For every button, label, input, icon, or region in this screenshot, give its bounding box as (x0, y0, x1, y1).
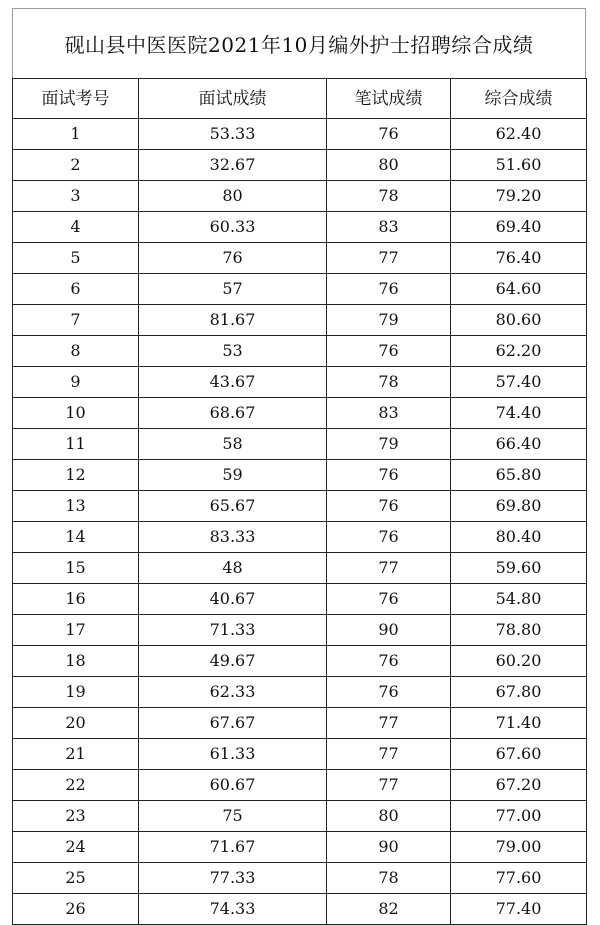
cell-interview-score: 60.33 (139, 212, 327, 243)
cell-interview-score: 75 (139, 801, 327, 832)
cell-total-score: 76.40 (451, 243, 587, 274)
cell-written-score: 76 (327, 522, 451, 553)
score-table (12, 78, 587, 925)
table-row (13, 522, 587, 553)
cell-written-score: 76 (327, 584, 451, 615)
cell-interview-score: 71.33 (139, 615, 327, 646)
table-row (13, 398, 587, 429)
cell-interview-score: 43.67 (139, 367, 327, 398)
cell-interview-score: 60.67 (139, 770, 327, 801)
cell-written-score: 82 (327, 894, 451, 925)
table-row (13, 863, 587, 894)
cell-interview-id: 25 (13, 863, 139, 894)
cell-total-score: 71.40 (451, 708, 587, 739)
cell-interview-id: 21 (13, 739, 139, 770)
cell-total-score: 78.80 (451, 615, 587, 646)
cell-total-score: 59.60 (451, 553, 587, 584)
cell-written-score: 80 (327, 801, 451, 832)
cell-interview-id: 23 (13, 801, 139, 832)
table-row (13, 770, 587, 801)
cell-written-score: 78 (327, 181, 451, 212)
cell-written-score: 76 (327, 677, 451, 708)
cell-interview-id: 14 (13, 522, 139, 553)
cell-interview-score: 81.67 (139, 305, 327, 336)
table-row (13, 274, 587, 305)
title-box (12, 8, 586, 78)
cell-interview-score: 74.33 (139, 894, 327, 925)
table-row (13, 584, 587, 615)
cell-interview-id: 2 (13, 150, 139, 181)
cell-written-score: 79 (327, 429, 451, 460)
cell-interview-id: 6 (13, 274, 139, 305)
cell-total-score: 74.40 (451, 398, 587, 429)
cell-written-score: 76 (327, 119, 451, 150)
cell-total-score: 66.40 (451, 429, 587, 460)
table-row (13, 181, 587, 212)
cell-interview-score: 61.33 (139, 739, 327, 770)
cell-total-score: 67.20 (451, 770, 587, 801)
table-row (13, 367, 587, 398)
cell-interview-id: 11 (13, 429, 139, 460)
cell-interview-id: 26 (13, 894, 139, 925)
cell-total-score: 62.20 (451, 336, 587, 367)
cell-written-score: 76 (327, 460, 451, 491)
cell-interview-score: 57 (139, 274, 327, 305)
table-row (13, 646, 587, 677)
cell-interview-score: 62.33 (139, 677, 327, 708)
cell-interview-score: 67.67 (139, 708, 327, 739)
document-title: 砚山县中医医院2021年10月编外护士招聘综合成绩 (64, 33, 534, 57)
header-written-score: 笔试成绩 (327, 79, 451, 119)
table-row (13, 150, 587, 181)
cell-interview-score: 71.67 (139, 832, 327, 863)
cell-interview-score: 53 (139, 336, 327, 367)
cell-interview-score: 76 (139, 243, 327, 274)
cell-interview-score: 68.67 (139, 398, 327, 429)
table-row (13, 460, 587, 491)
cell-interview-id: 4 (13, 212, 139, 243)
cell-written-score: 79 (327, 305, 451, 336)
table-row (13, 336, 587, 367)
cell-written-score: 76 (327, 491, 451, 522)
cell-interview-id: 5 (13, 243, 139, 274)
table-row (13, 212, 587, 243)
cell-interview-score: 77.33 (139, 863, 327, 894)
cell-written-score: 77 (327, 770, 451, 801)
cell-interview-id: 22 (13, 770, 139, 801)
cell-written-score: 78 (327, 367, 451, 398)
cell-written-score: 78 (327, 863, 451, 894)
cell-interview-id: 1 (13, 119, 139, 150)
cell-total-score: 79.00 (451, 832, 587, 863)
cell-written-score: 77 (327, 553, 451, 584)
cell-interview-score: 49.67 (139, 646, 327, 677)
cell-interview-id: 18 (13, 646, 139, 677)
cell-written-score: 76 (327, 274, 451, 305)
table-row (13, 553, 587, 584)
cell-interview-score: 53.33 (139, 119, 327, 150)
cell-interview-id: 24 (13, 832, 139, 863)
table-row (13, 119, 587, 150)
cell-written-score: 77 (327, 739, 451, 770)
cell-written-score: 90 (327, 615, 451, 646)
header-interview-score: 面试成绩 (139, 79, 327, 119)
cell-total-score: 79.20 (451, 181, 587, 212)
cell-total-score: 65.80 (451, 460, 587, 491)
table-row (13, 305, 587, 336)
cell-interview-id: 13 (13, 491, 139, 522)
cell-written-score: 76 (327, 646, 451, 677)
table-row (13, 491, 587, 522)
cell-interview-id: 8 (13, 336, 139, 367)
cell-written-score: 77 (327, 243, 451, 274)
cell-total-score: 60.20 (451, 646, 587, 677)
cell-total-score: 80.60 (451, 305, 587, 336)
table-header-row (13, 79, 587, 119)
table-row (13, 894, 587, 925)
cell-total-score: 64.60 (451, 274, 587, 305)
cell-total-score: 69.40 (451, 212, 587, 243)
cell-written-score: 90 (327, 832, 451, 863)
cell-interview-id: 9 (13, 367, 139, 398)
table-row (13, 739, 587, 770)
cell-interview-score: 80 (139, 181, 327, 212)
cell-total-score: 77.40 (451, 894, 587, 925)
table-row (13, 677, 587, 708)
cell-total-score: 77.60 (451, 863, 587, 894)
cell-total-score: 57.40 (451, 367, 587, 398)
cell-written-score: 80 (327, 150, 451, 181)
cell-interview-id: 10 (13, 398, 139, 429)
cell-interview-id: 15 (13, 553, 139, 584)
cell-interview-id: 19 (13, 677, 139, 708)
header-interview-id: 面试考号 (13, 79, 139, 119)
cell-interview-score: 59 (139, 460, 327, 491)
table-row (13, 708, 587, 739)
table-row (13, 832, 587, 863)
table-body (13, 119, 587, 925)
cell-total-score: 69.80 (451, 491, 587, 522)
cell-total-score: 67.60 (451, 739, 587, 770)
cell-total-score: 77.00 (451, 801, 587, 832)
header-total-score: 综合成绩 (451, 79, 587, 119)
table-row (13, 243, 587, 274)
cell-written-score: 83 (327, 398, 451, 429)
cell-interview-score: 40.67 (139, 584, 327, 615)
cell-written-score: 76 (327, 336, 451, 367)
cell-interview-id: 20 (13, 708, 139, 739)
cell-interview-score: 65.67 (139, 491, 327, 522)
cell-total-score: 62.40 (451, 119, 587, 150)
cell-interview-id: 16 (13, 584, 139, 615)
cell-interview-score: 32.67 (139, 150, 327, 181)
cell-interview-score: 83.33 (139, 522, 327, 553)
cell-total-score: 54.80 (451, 584, 587, 615)
table-row (13, 801, 587, 832)
cell-written-score: 83 (327, 212, 451, 243)
cell-interview-score: 48 (139, 553, 327, 584)
cell-total-score: 67.80 (451, 677, 587, 708)
cell-interview-id: 12 (13, 460, 139, 491)
cell-interview-id: 3 (13, 181, 139, 212)
cell-interview-score: 58 (139, 429, 327, 460)
cell-total-score: 80.40 (451, 522, 587, 553)
cell-total-score: 51.60 (451, 150, 587, 181)
table-row (13, 429, 587, 460)
cell-written-score: 77 (327, 708, 451, 739)
cell-interview-id: 7 (13, 305, 139, 336)
cell-interview-id: 17 (13, 615, 139, 646)
table-row (13, 615, 587, 646)
